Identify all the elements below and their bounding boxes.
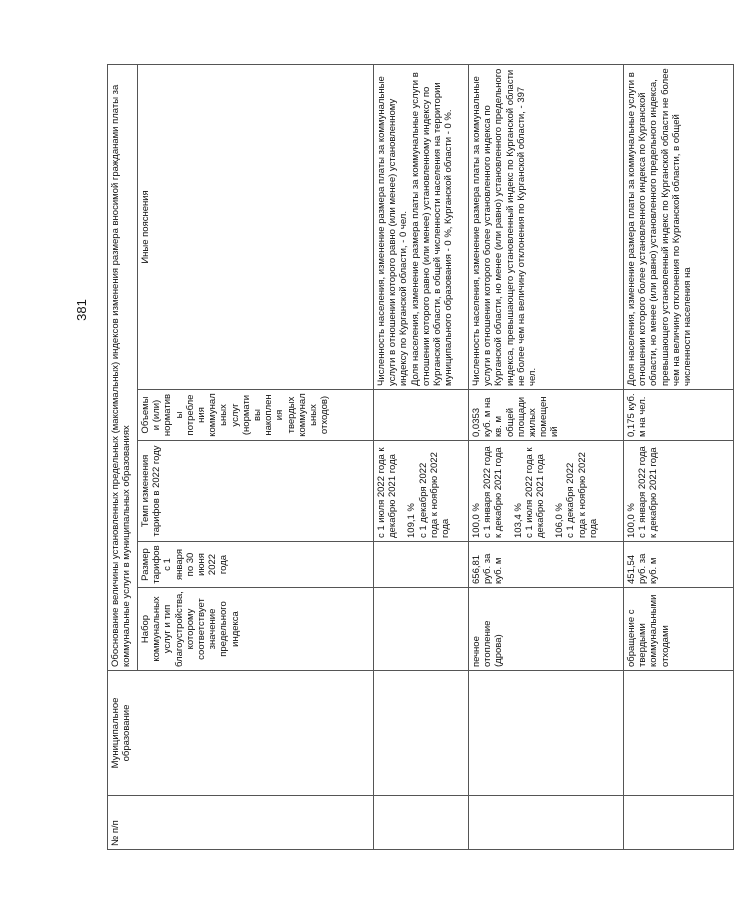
row-volume-cell: 0,175 куб. м на чел. (624, 390, 734, 441)
row-num-cell (624, 796, 734, 850)
table-row (469, 64, 624, 849)
row-municipality-cell (469, 671, 624, 796)
rotated-page (107, 65, 694, 850)
header-num: № п/п (108, 796, 374, 850)
page-number: 381 (74, 299, 89, 321)
row-notes-cell: Численность населения, изменение размера платы за коммунальные услуги в отношении которого более установленного индекса по Курганской области, но менее (или равно) установленного предельного индекса, превышающего установленный индекс по Курганской области не более чем на величину отклонения по Курганской области, - 397 чел. (469, 64, 624, 389)
header-municipality: Муниципальное образование (108, 671, 374, 796)
row-notes-cell: Доля населения, изменение размера платы за коммунальные услуги в отношении которого более установленного индекса по Курганской области, но менее (или равно) установленного предельного индекса, превышающего установленный индекс по Курганской области не более чем на величину отклонения по Курганской области, в общей численности населения на (624, 64, 734, 389)
header-services: Набор коммунальных услуг и тип благоустройства, которому соответствует значение предельного индекса (138, 588, 374, 671)
tariff-table (107, 64, 734, 850)
table-body (374, 64, 734, 849)
row-num-cell (469, 796, 624, 850)
header-group-title: Обоснование величины установленных предельных (максимальных) индексов изменения размера вносимой гражданами платы за коммунальные услуги в муниципальных образованиях (108, 64, 138, 670)
row-service-cell: печное отопление (дрова) (469, 588, 624, 671)
header-volumes: Объемы и (или) нормативы потребления коммунальных услуг (нормативы накопления твердых коммунальных отходов) (138, 390, 374, 441)
header-growth: Темп изменения тарифов в 2022 году (138, 441, 374, 542)
row-municipality-cell (374, 671, 469, 796)
row-tariff-cell (374, 542, 469, 588)
table-row (624, 64, 734, 849)
header-notes: Иные пояснения (138, 64, 374, 389)
row-volume-cell: 0,0353 куб. м на кв. м общей площади жилых помещений (469, 390, 624, 441)
row-growth-cell (624, 441, 734, 542)
row-tariff-cell: 656,81 руб. за куб. м (469, 542, 624, 588)
row-municipality-cell (624, 671, 734, 796)
row-volume-cell (374, 390, 469, 441)
growth-entry: с 1 июля 2022 года к декабрю 2021 года (376, 447, 399, 538)
row-growth-cell (469, 441, 624, 542)
growth-entry: 109,1 % с 1 декабря 2022 года к ноябрю 2022 года (406, 452, 452, 538)
row-num-cell (374, 796, 469, 850)
row-tariff-cell: 451,54 руб. за куб. м (624, 542, 734, 588)
table-row (374, 64, 469, 849)
row-service-cell (374, 588, 469, 671)
growth-entry: 100,0 % с 1 января 2022 года к декабрю 2021 года (626, 446, 660, 538)
growth-entry: 103,4 % с 1 июля 2022 года к декабрю 2021 года (512, 447, 547, 538)
row-notes-cell: Численность населения, изменение размера платы за коммунальные услуги в отношении которого равно (или менее) установленному индексу по Курганской области, - 0 чел. Доля населения, изменение размера платы за коммунальные услуги в отношении которого равно (или менее) установленному индексу по Курганской области, в общей численности населения на территории муниципального образования - 0 %, Курганской области - 0 %. (374, 64, 469, 389)
row-service-cell: обращение с твердыми коммунальными отходами (624, 588, 734, 671)
header-tariff: Размер тарифов с 1 января по 30 июня 2022 года (138, 542, 374, 588)
row-growth-cell (374, 441, 469, 542)
growth-entry: 106,0 % с 1 декабря 2022 года к ноябрю 2022 года (554, 452, 599, 538)
growth-entry: 100,0 % с 1 января 2022 года к декабрю 2021 года (471, 446, 505, 538)
